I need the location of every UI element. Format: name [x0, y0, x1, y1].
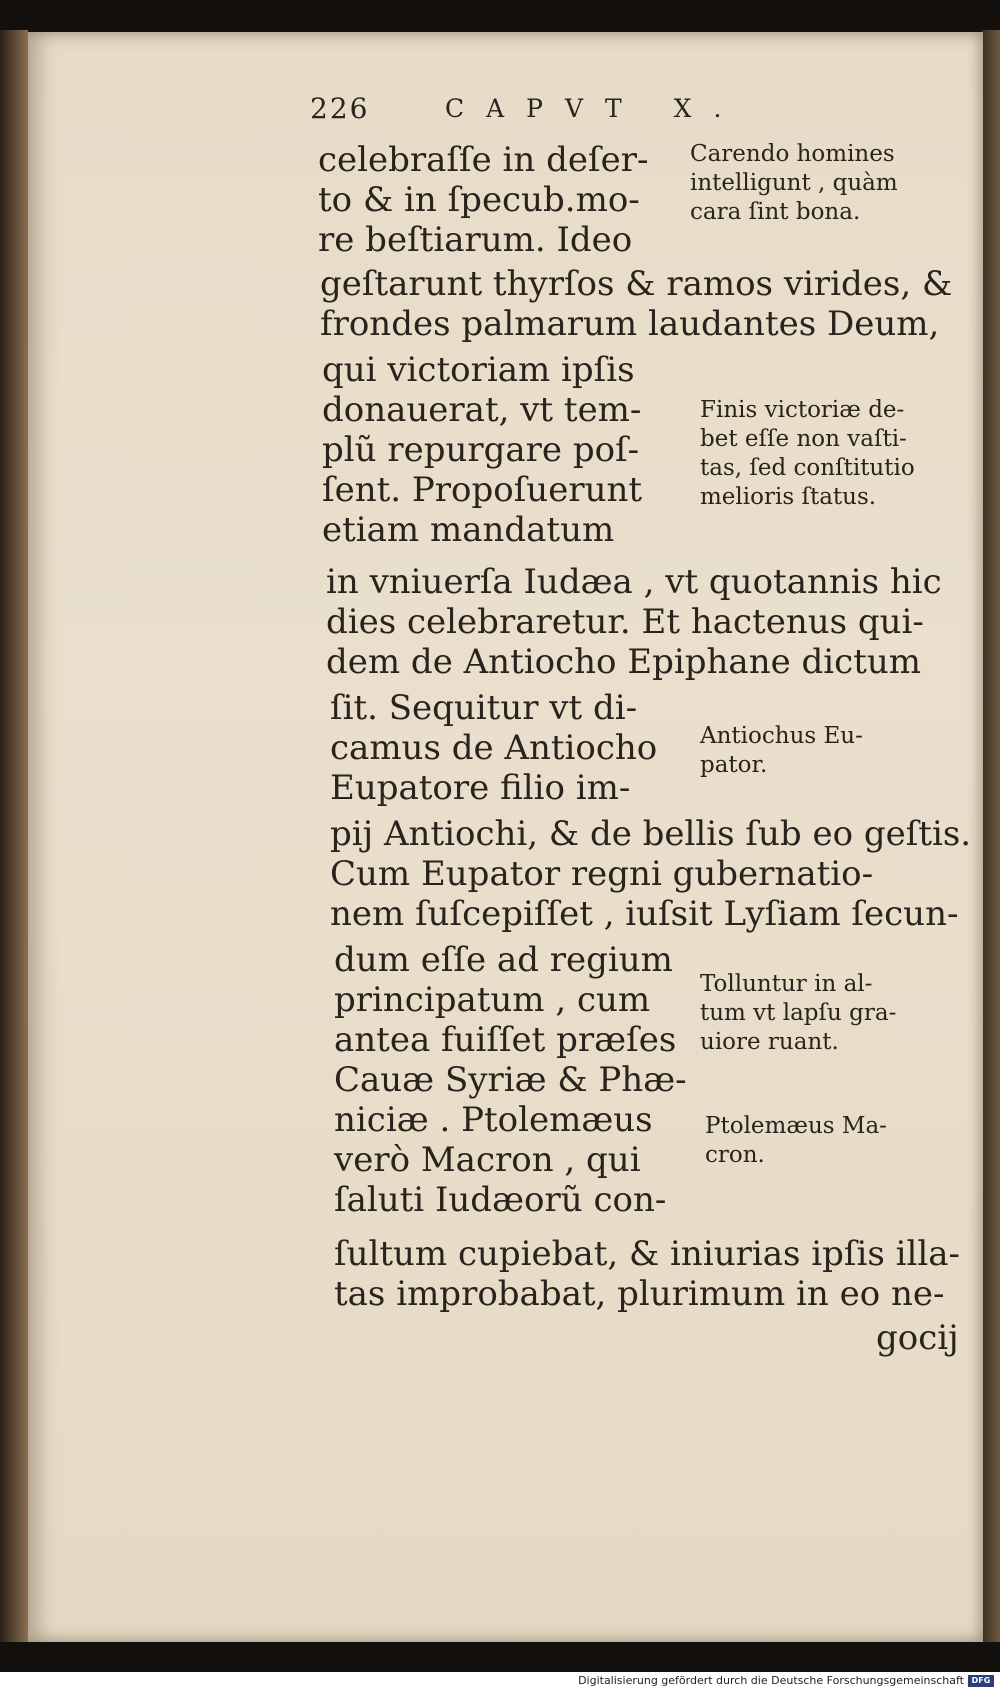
text-line: niciæ . Ptolemæus — [334, 1100, 653, 1140]
note-line: Finis victoriæ de- — [700, 397, 905, 423]
marginal-note-1 — [690, 140, 898, 227]
text-line: nem ſuſcepiſſet , iuſsit Lyſiam ſecun- — [330, 894, 959, 934]
text-line: etiam mandatum — [322, 510, 615, 550]
text-line: celebraſſe in deſer- — [318, 140, 649, 180]
text-line: principatum , cum — [334, 980, 651, 1020]
text-line: verò Macron , qui — [334, 1140, 641, 1180]
page-number: 226 — [310, 92, 370, 125]
text-block-3 — [322, 350, 642, 550]
text-block-2 — [320, 264, 952, 344]
catchword: gocij — [876, 1318, 959, 1358]
text-line: re beſtiarum. Ideo — [318, 220, 633, 260]
text-block-5 — [330, 688, 657, 808]
chapter-title: CAPVT X. — [445, 94, 744, 123]
text-line: ſultum cupiebat, & iniurias ipſis illa- — [334, 1234, 960, 1274]
text-line: frondes palmarum laudantes Deum, — [320, 304, 940, 344]
note-line: Tolluntur in al- — [700, 971, 873, 997]
note-line: Carendo homines — [690, 141, 895, 167]
text-line: dem de Antiocho Epiphane dictum — [326, 642, 921, 682]
marginal-note-5 — [705, 1112, 887, 1170]
book-edge-right — [982, 30, 1000, 1642]
text-block-1 — [318, 140, 648, 260]
book-binding-left — [0, 30, 28, 1642]
note-line: melioris ſtatus. — [700, 484, 877, 510]
text-line: tas improbabat, plurimum in eo ne- — [334, 1274, 945, 1314]
note-line: tum vt lapſu gra- — [700, 1000, 897, 1026]
text-line: Cum Eupator regni gubernatio- — [330, 854, 874, 894]
running-head — [310, 92, 800, 132]
note-line: Ptolemæus Ma- — [705, 1113, 887, 1139]
text-line: camus de Antiocho — [330, 728, 658, 768]
footer-credit: Digitalisierung gefördert durch die Deutsche Forschungsgemeinschaft — [578, 1674, 964, 1687]
marginal-note-2 — [700, 396, 915, 512]
text-line: geſtarunt thyrſos & ramos virides, & — [320, 264, 953, 304]
text-line: Cauæ Syriæ & Phæ- — [334, 1060, 687, 1100]
note-line: uiore ruant. — [700, 1029, 839, 1055]
text-line: qui victoriam ipſis — [322, 350, 635, 390]
text-block-8 — [334, 1234, 960, 1314]
text-line: donauerat, vt tem- — [322, 390, 642, 430]
text-line: plũ repurgare poſ- — [322, 430, 640, 470]
text-block-7 — [334, 940, 687, 1220]
text-line: ſent. Propoſuerunt — [322, 470, 643, 510]
digitization-footer — [0, 1672, 1000, 1692]
dfg-logo: DFG — [968, 1675, 994, 1687]
note-line: Antiochus Eu- — [700, 723, 863, 749]
text-line: dies celebraretur. Et hactenus qui- — [326, 602, 924, 642]
text-line: to & in ſpecub.mo- — [318, 180, 640, 220]
text-line: ſit. Sequitur vt di- — [330, 688, 638, 728]
text-line: dum eſſe ad regium — [334, 940, 673, 980]
note-line: tas, ſed conſtitutio — [700, 455, 915, 481]
note-line: cara ſint bona. — [690, 199, 861, 225]
text-line: in vniuerſa Iudæa , vt quotannis hic — [326, 562, 942, 602]
text-line: ſaluti Iudæorũ con- — [334, 1180, 667, 1220]
text-line: pij Antiochi, & de bellis ſub eo geſtis. — [330, 814, 972, 854]
text-line: antea fuiſſet præſes — [334, 1020, 677, 1060]
marginal-note-4 — [700, 970, 896, 1057]
note-line: intelligunt , quàm — [690, 170, 898, 196]
text-block-4 — [326, 562, 942, 682]
note-line: cron. — [705, 1142, 765, 1168]
marginal-note-3 — [700, 722, 863, 780]
text-block-6 — [330, 814, 971, 934]
note-line: pator. — [700, 752, 768, 778]
text-line: Eupatore filio im- — [330, 768, 631, 808]
note-line: bet eſſe non vaſti- — [700, 426, 907, 452]
